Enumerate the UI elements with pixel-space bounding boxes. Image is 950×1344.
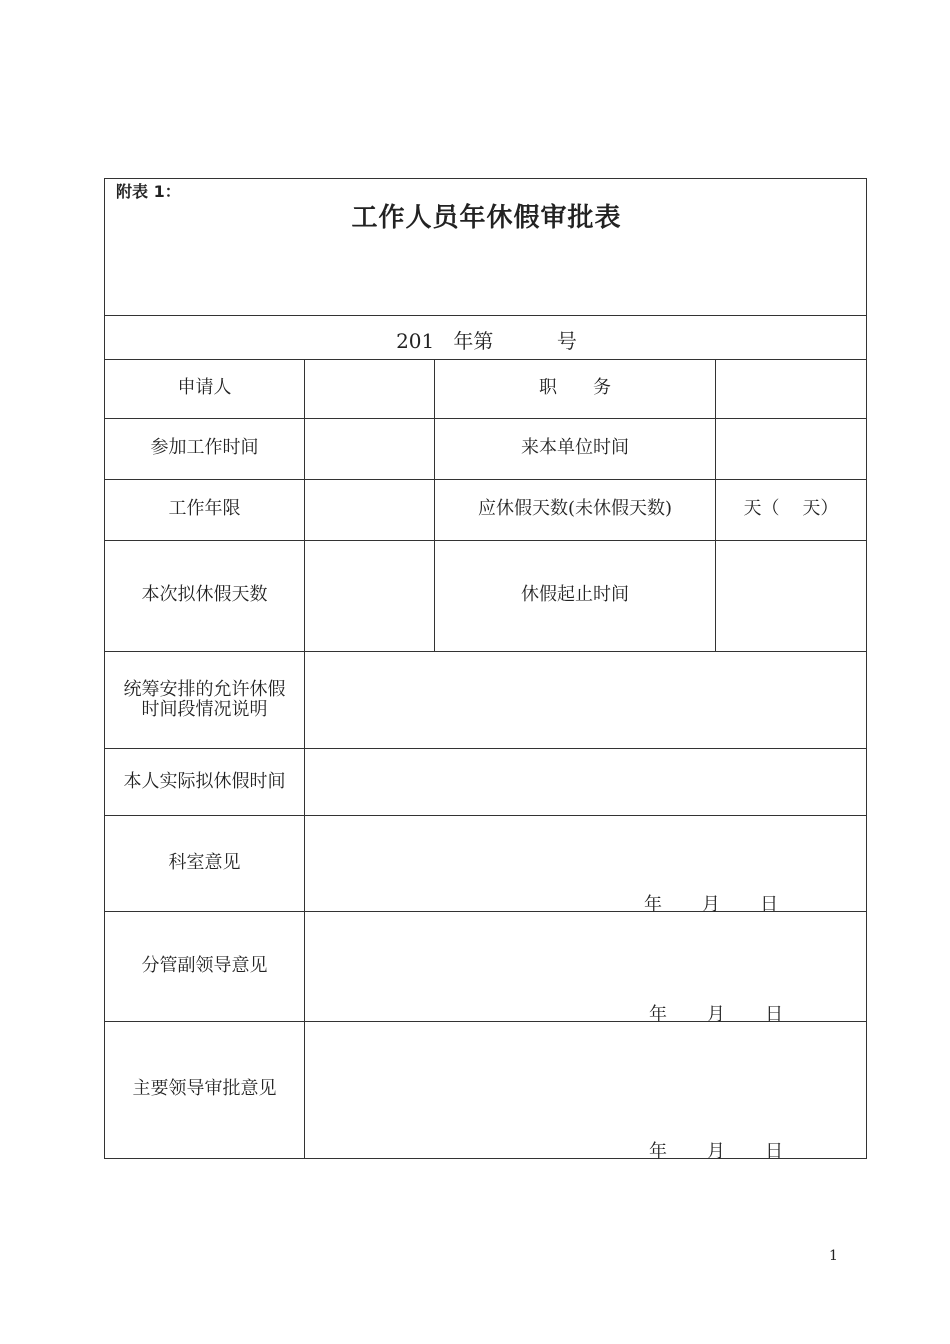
planned-days-label: 本次拟休假天数 [141,584,268,605]
section-opinion-label: 科室意见 [168,852,241,873]
row-divider [105,359,866,360]
row-divider [105,815,866,816]
position-field[interactable] [716,369,866,409]
arranged-period-field[interactable] [305,659,866,739]
planned-days-field[interactable] [305,551,434,641]
section-opinion-field[interactable] [305,823,866,863]
applicant-field[interactable] [305,369,434,409]
arranged-period-label-line1: 统筹安排的允许休假 [123,679,286,700]
unit-join-field[interactable] [716,428,866,468]
deputy-opinion-date[interactable]: 年 月 日 [649,1004,784,1025]
chief-approval-field[interactable] [305,1029,866,1124]
work-years-field[interactable] [305,489,434,529]
attachment-label: 附表 1： [116,182,181,201]
entitled-days-field[interactable]: 天（ 天） [743,498,839,519]
row-divider [105,418,866,419]
work-start-label: 参加工作时间 [150,437,259,458]
row-divider [105,540,866,541]
leave-period-field[interactable] [716,551,866,641]
row-divider [105,479,866,480]
unit-join-label: 来本单位时间 [521,437,629,458]
leave-period-label: 休假起止时间 [521,584,629,605]
applicant-label: 申请人 [177,377,232,398]
section-opinion-date[interactable]: 年 月 日 [644,894,779,915]
actual-period-field[interactable] [305,757,866,807]
deputy-opinion-label: 分管副领导意见 [141,955,268,976]
deputy-opinion-field[interactable] [305,919,866,989]
row-divider [105,651,866,652]
chief-approval-label: 主要领导审批意见 [132,1078,277,1099]
leave-approval-form [104,178,867,1162]
entitled-days-label: 应休假天数(未休假天数) [477,498,673,519]
serial-number-line[interactable]: 201 年第 号 [396,329,577,353]
page-number: 1 [829,1248,838,1264]
chief-approval-date[interactable]: 年 月 日 [649,1141,784,1162]
form-title: 工作人员年休假审批表 [351,203,622,233]
row-divider [105,748,866,749]
work-years-label: 工作年限 [168,498,241,519]
row-divider [105,315,866,316]
work-start-field[interactable] [305,428,434,468]
arranged-period-label-line2: 时间段情况说明 [141,699,268,720]
position-label: 职 务 [539,377,611,398]
actual-period-label: 本人实际拟休假时间 [123,771,286,792]
